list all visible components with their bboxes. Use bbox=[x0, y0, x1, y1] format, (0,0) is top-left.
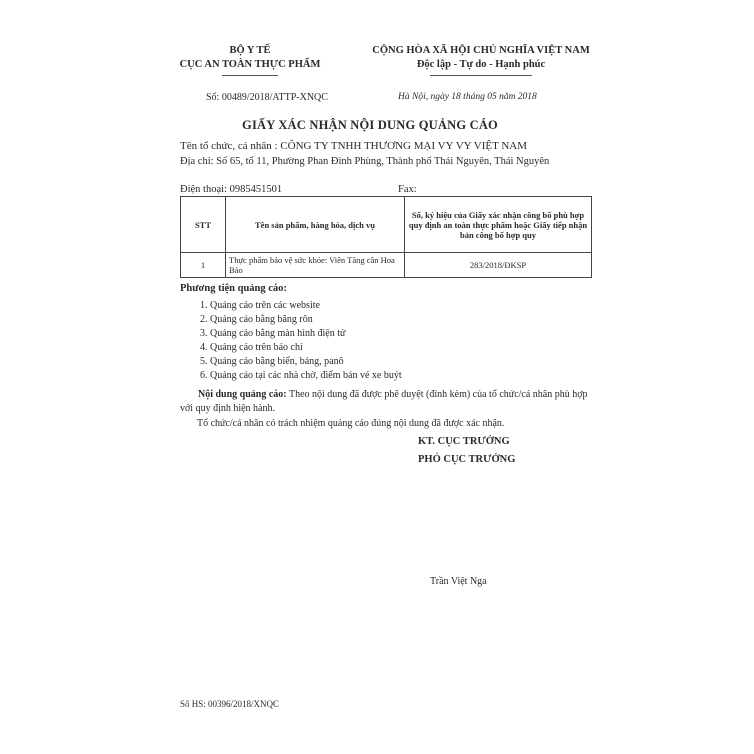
republic-motto: Độc lập - Tự do - Hạnh phúc bbox=[416, 59, 546, 70]
ministry-header bbox=[170, 44, 330, 72]
organization-address: Địa chỉ: Số 65, tổ 11, Phường Phan Đình Phùng, Thành phố Thái Nguyên, Thái Nguyên bbox=[180, 156, 550, 167]
table-cell-certificate: 283/2018/ĐKSP bbox=[405, 253, 592, 278]
document-number: Số: 00489/2018/ATTP-XNQC bbox=[206, 92, 328, 103]
means-title: Phương tiện quảng cáo: bbox=[180, 283, 287, 294]
organization-phone: Điện thoại: 0985451501 bbox=[180, 184, 283, 195]
republic-divider bbox=[430, 75, 532, 76]
list-item: 2. Quảng cáo bằng băng rôn bbox=[200, 314, 313, 325]
list-item: 5. Quảng cáo bằng biển, bảng, panô bbox=[200, 356, 344, 367]
organization-name: Tên tổ chức, cá nhân : CÔNG TY TNHH THƯƠNG MẠI VY VY VIỆT NAM bbox=[180, 140, 528, 152]
table-header-certificate: Số, ký hiệu của Giấy xác nhận công bố phù hợp quy định an toàn thực phẩm hoặc Giấy tiếp nhận bản công bố hợp quy bbox=[405, 197, 592, 253]
table-cell-stt: 1 bbox=[181, 253, 226, 278]
ministry-divider bbox=[222, 75, 278, 76]
dossier-number: Số HS: 00396/2018/XNQC bbox=[180, 699, 280, 709]
table-header-product: Tên sản phẩm, hàng hóa, dịch vụ bbox=[226, 197, 405, 253]
list-item: 6. Quảng cáo tại các nhà chờ, điểm bán vé xe buýt bbox=[200, 370, 402, 381]
responsibility-note: Tổ chức/cá nhân có trách nhiệm quảng cáo đúng nội dung đã được xác nhận. bbox=[197, 418, 505, 429]
table-cell-product: Thực phẩm bảo vệ sức khỏe: Viên Tăng cân Hoa Bảo bbox=[226, 253, 405, 278]
product-table bbox=[180, 196, 592, 278]
signature-position: PHÓ CỤC TRƯỞNG bbox=[418, 454, 516, 465]
republic-header bbox=[348, 44, 614, 72]
organization-fax: Fax: bbox=[398, 184, 417, 195]
list-item: 3. Quảng cáo bằng màn hình điện tử bbox=[200, 328, 346, 339]
list-item: 1. Quảng cáo trên các website bbox=[200, 300, 320, 311]
ministry-name: BỘ Y TẾ bbox=[229, 45, 271, 56]
signer-name: Trần Việt Nga bbox=[430, 576, 487, 587]
table-header-stt: STT bbox=[181, 197, 226, 253]
department-name: CỤC AN TOÀN THỰC PHẨM bbox=[179, 59, 321, 70]
document-title: GIẤY XÁC NHẬN NỘI DUNG QUẢNG CÁO bbox=[242, 118, 498, 132]
content-paragraph bbox=[180, 388, 592, 416]
content-text: Theo nội dung đã được phê duyệt (đính kèm) của tổ chức/cá nhân phù hợp với quy định hiện hành. bbox=[180, 389, 588, 414]
table-row bbox=[181, 253, 592, 278]
list-item: 4. Quảng cáo trên báo chí bbox=[200, 342, 303, 353]
republic-name: CỘNG HÒA XÃ HỘI CHỦ NGHĨA VIỆT NAM bbox=[372, 45, 590, 56]
place-date: Hà Nội, ngày 18 tháng 05 năm 2018 bbox=[398, 92, 537, 102]
table-header-row bbox=[181, 197, 592, 253]
means-list bbox=[200, 299, 402, 383]
content-label: Nội dung quảng cáo: bbox=[198, 389, 287, 400]
signature-title: KT. CỤC TRƯỞNG bbox=[418, 436, 510, 447]
